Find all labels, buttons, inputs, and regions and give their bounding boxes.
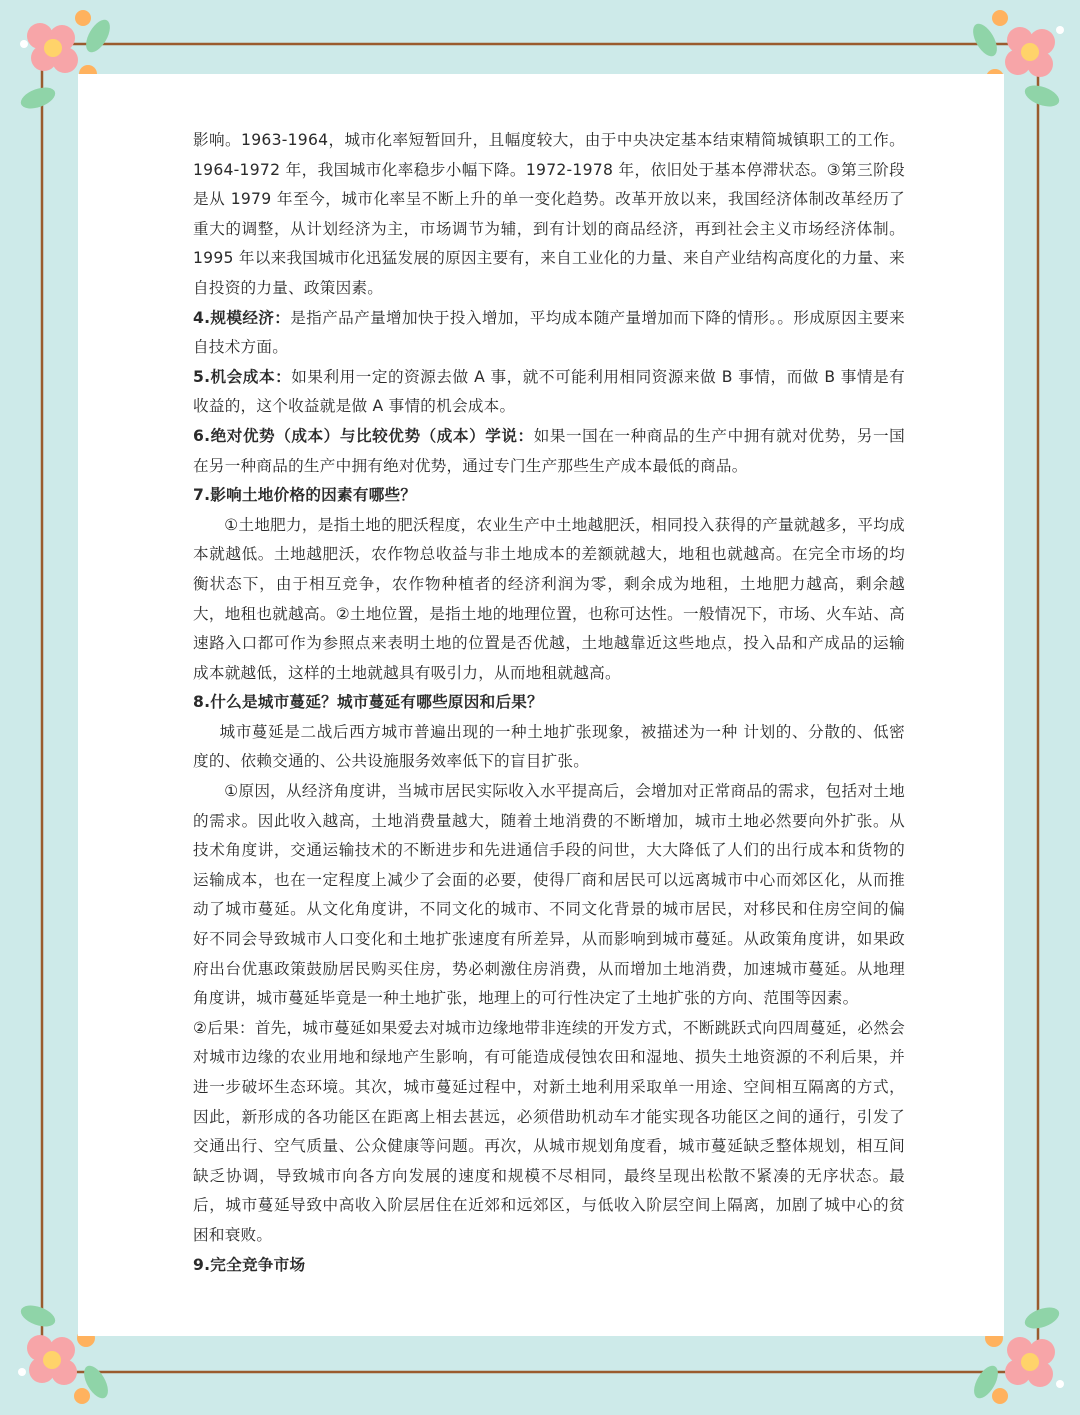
paragraph-land-price-factors: ①土地肥力，是指土地的肥沃程度，农业生产中土地越肥沃，相同投入获得的产量就越多，平均成本就越低。土地越肥沃，农作物总收益与非土地成本的差额就越大，地租也就越高。在完全市场的均衡状态下，由于相互竞争，农作物种植者的经济利润为零，剩余成为地租，土地肥力越高，剩余越大，地租也就越高。②土地位置，是指土地的地理位置，也称可达性。一般情况下，市场、火车站、高速路入口都可作为参照点来表明土地的位置是否优越，土地越靠近这些地点，投入品和产成品的运输成本就越低，这样的土地就越具有吸引力，从而地租就越高。: [193, 515, 905, 682]
heading-land-price-factors: 7.影响土地价格的因素有哪些？: [193, 486, 417, 505]
heading-perfect-competition: 9.完全竞争市场: [193, 1255, 306, 1274]
paragraph-urbanization-stages: 影响。1963-1964，城市化率短暂回升，且幅度较大，由于中央决定基本结束精简城镇职工的工作。1964-1972 年，我国城市化率稳步小幅下降。1972-1978 年，依旧处于基本停滞状态。③第三阶段是从 1979 年至今，城市化率呈不断上升的单一变化趋势。改革开放以来，我国经济体制改革经历了重大的调整，从计划经济为主，市场调节为辅，到有计划的商品经济，再到社会主义市场经济体制。1995 年以来我国城市化迅猛发展的原因主要有，来自工业化的力量、来自产业结构高度化的力量、来自投资的力量、政策因素。: [193, 131, 905, 297]
heading-urban-sprawl: 8.什么是城市蔓延？城市蔓延有哪些原因和后果？: [193, 693, 543, 712]
definition-opportunity-cost: 如果利用一定的资源去做 A 事，就不可能利用相同资源来做 B 事情，而做 B 事情是有收益的，这个收益就是做 A 事情的机会成本。: [193, 367, 905, 416]
term-absolute-comparative-advantage: 6.绝对优势（成本）与比较优势（成本）学说：: [193, 426, 534, 445]
paragraph-urban-sprawl-causes: ①原因，从经济角度讲，当城市居民实际收入水平提高后，会增加对正常商品的需求，包括对土地的需求。因此收入越高，土地消费量越大，随着土地消费的不断增加，城市土地必然要向外扩张。从技术角度讲，交通运输技术的不断进步和先进通信手段的问世，大大降低了人们的出行成本和货物的运输成本，也在一定程度上减少了会面的必要，使得厂商和居民可以远离城市中心而郊区化，从而推动了城市蔓延。从文化角度讲，不同文化的城市、不同文化背景的城市居民，对移民和住房空间的偏好不同会导致城市人口变化和土地扩张速度有所差异，从而影响到城市蔓延。从政策角度讲，如果政府出台优惠政策鼓励居民购买住房，势必刺激住房消费，从而增加土地消费，加速城市蔓延。从地理角度讲，城市蔓延毕竟是一种土地扩张，地理上的可行性决定了土地扩张的方向、范围等因素。: [193, 782, 905, 1008]
paragraph-economies-of-scale: [193, 304, 905, 363]
paragraph-urban-sprawl-consequences: ②后果：首先，城市蔓延如果爱去对城市边缘地带非连续的开发方式，不断跳跃式向四周蔓延，必然会对城市边缘的农业用地和绿地产生影响，有可能造成侵蚀农田和湿地、损失土地资源的不利后果，并进一步破坏生态环境。其次，城市蔓延过程中，对新土地利用采取单一用途、空间相互隔离的方式，因此，新形成的各功能区在距离上相去甚远，必须借助机动车才能实现各功能区之间的通行，引发了交通出行、空气质量、公众健康等问题。再次，从城市规划角度看，城市蔓延缺乏整体规划，相互间缺乏协调，导致城市向各方向发展的速度和规模不尽相同，最终呈现出松散不紧凑的无序状态。最后，城市蔓延导致中高收入阶层居住在近郊和远郊区，与低收入阶层空间上隔离，加剧了城中心的贫困和衰败。: [193, 1018, 905, 1244]
term-opportunity-cost: 5.机会成本：: [193, 367, 292, 386]
paragraph-urban-sprawl-intro: 城市蔓延是二战后西方城市普遍出现的一种土地扩张现象，被描述为一种 计划的、分散的、低密度的、依赖交通的、公共设施服务效率低下的盲目扩张。: [193, 722, 905, 771]
document-body: [193, 126, 905, 1280]
paragraph-opportunity-cost: [193, 363, 905, 422]
term-economies-of-scale: 4.规模经济：: [193, 308, 291, 327]
paragraph-absolute-comparative-advantage: [193, 422, 905, 481]
definition-economies-of-scale: 是指产品产量增加快于投入增加，平均成本随产量增加而下降的情形。。形成原因主要来自技术方面。: [193, 308, 905, 357]
definition-absolute-comparative-advantage: 如果一国在一种商品的生产中拥有就对优势，另一国在另一种商品的生产中拥有绝对优势，通过专门生产那些生产成本最低的商品。: [193, 426, 905, 475]
